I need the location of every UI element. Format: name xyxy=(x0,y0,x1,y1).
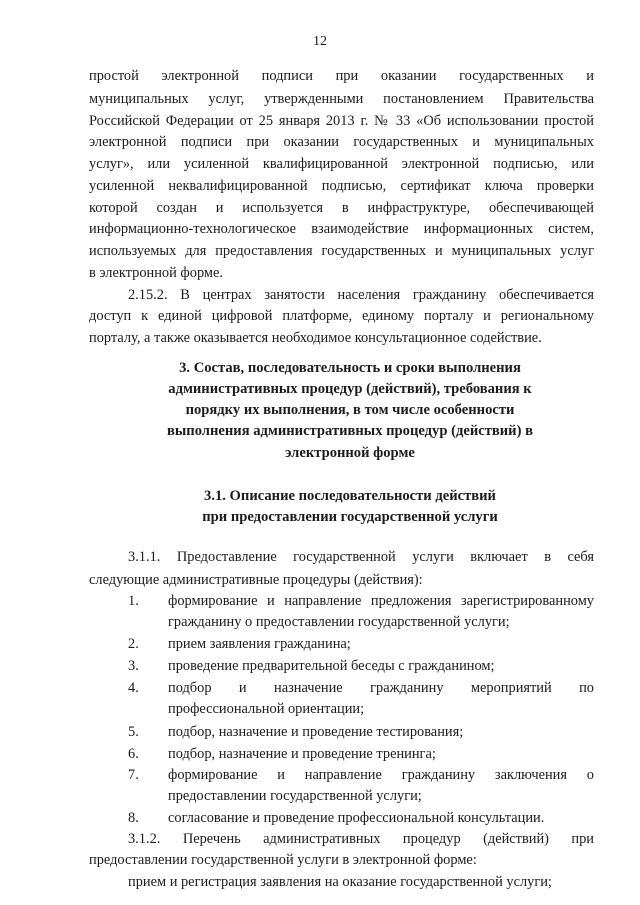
text-line: доступ к единой цифровой платформе, единому порталу и региональному xyxy=(89,308,594,324)
list-text: прием заявления гражданина; xyxy=(168,636,351,652)
list-item xyxy=(0,744,640,764)
list-text: согласование и проведение профессиональной консультации. xyxy=(168,810,545,826)
text-line: простой электронной подписи при оказании государственных и xyxy=(89,68,594,84)
heading-line: порядку их выполнения, в том числе особенности xyxy=(185,402,515,418)
list-item-continuation xyxy=(0,612,640,632)
text-line: порталу, а также оказывается необходимое консультационное содействие. xyxy=(89,330,542,346)
list-item xyxy=(0,678,640,698)
text-line: используемых для предоставления государственных и муниципальных услуг xyxy=(89,243,594,259)
text-line: следующие административные процедуры (действия): xyxy=(89,572,423,588)
heading-line: при предоставлении государственной услуги xyxy=(202,509,498,525)
list-item xyxy=(0,656,640,676)
list-item-continuation xyxy=(0,786,640,806)
list-text: формирование и направление предложения зарегистрированному xyxy=(168,593,594,609)
text-line: электронной подписи при оказании государственных и муниципальных xyxy=(89,134,594,150)
list-text: подбор и назначение гражданину мероприятий по xyxy=(168,680,594,696)
list-number: 6. xyxy=(128,746,139,762)
text-line: информационно-технологическое взаимодействие информационных систем, xyxy=(89,221,594,237)
list-number: 8. xyxy=(128,810,139,826)
text-line: в электронной форме. xyxy=(89,265,224,281)
list-item xyxy=(0,765,640,785)
list-text: предоставлении государственной услуги; xyxy=(168,788,422,804)
heading-line: 3. Состав, последовательность и сроки выполнения xyxy=(179,360,521,376)
text-line: муниципальных услуг, утвержденными постановлением Правительства xyxy=(89,91,594,107)
text-line: предоставлении государственной услуги в электронной форме: xyxy=(89,852,477,868)
heading-line: выполнения административных процедур (действий) в xyxy=(167,423,533,439)
list-number: 7. xyxy=(128,767,139,783)
list-text: профессиональной ориентации; xyxy=(168,701,365,717)
heading-line: 3.1. Описание последовательности действий xyxy=(204,488,496,504)
list-item xyxy=(0,634,640,654)
list-number: 3. xyxy=(128,658,139,674)
list-text: гражданину о предоставлении государственной услуги; xyxy=(168,614,510,630)
list-number: 5. xyxy=(128,724,139,740)
heading-line: электронной форме xyxy=(285,445,415,461)
text-line: 2.15.2. В центрах занятости населения гражданину обеспечивается xyxy=(128,287,594,303)
list-number: 2. xyxy=(128,636,139,652)
text-line: 3.1.2. Перечень административных процедур (действий) при xyxy=(128,831,594,847)
list-item xyxy=(0,722,640,742)
list-number: 4. xyxy=(128,680,139,696)
list-number: 1. xyxy=(128,593,139,609)
list-text: проведение предварительной беседы с гражданином; xyxy=(168,658,495,674)
text-line: Российской Федерации от 25 января 2013 г. № 33 «Об использовании простой xyxy=(89,113,594,129)
page-number: 12 xyxy=(313,34,327,49)
list-item xyxy=(0,808,640,828)
text-line: услуг», или усиленной квалифицированной электронной подписью, или xyxy=(89,156,594,172)
list-text: подбор, назначение и проведение тестирования; xyxy=(168,724,464,740)
list-text: подбор, назначение и проведение тренинга; xyxy=(168,746,436,762)
text-line: которой создан и используется в инфраструктуре, обеспечивающей xyxy=(89,200,594,216)
text-line: усиленной неквалифицированной подписью, сертификат ключа проверки xyxy=(89,178,594,194)
text-line: 3.1.1. Предоставление государственной услуги включает в себя xyxy=(128,549,594,565)
list-item xyxy=(0,591,640,611)
heading-line: административных процедур (действий), требования к xyxy=(168,381,532,397)
list-text: формирование и направление гражданину заключения о xyxy=(168,767,594,783)
text-line: прием и регистрация заявления на оказание государственной услуги; xyxy=(128,874,552,890)
list-item-continuation xyxy=(0,699,640,719)
